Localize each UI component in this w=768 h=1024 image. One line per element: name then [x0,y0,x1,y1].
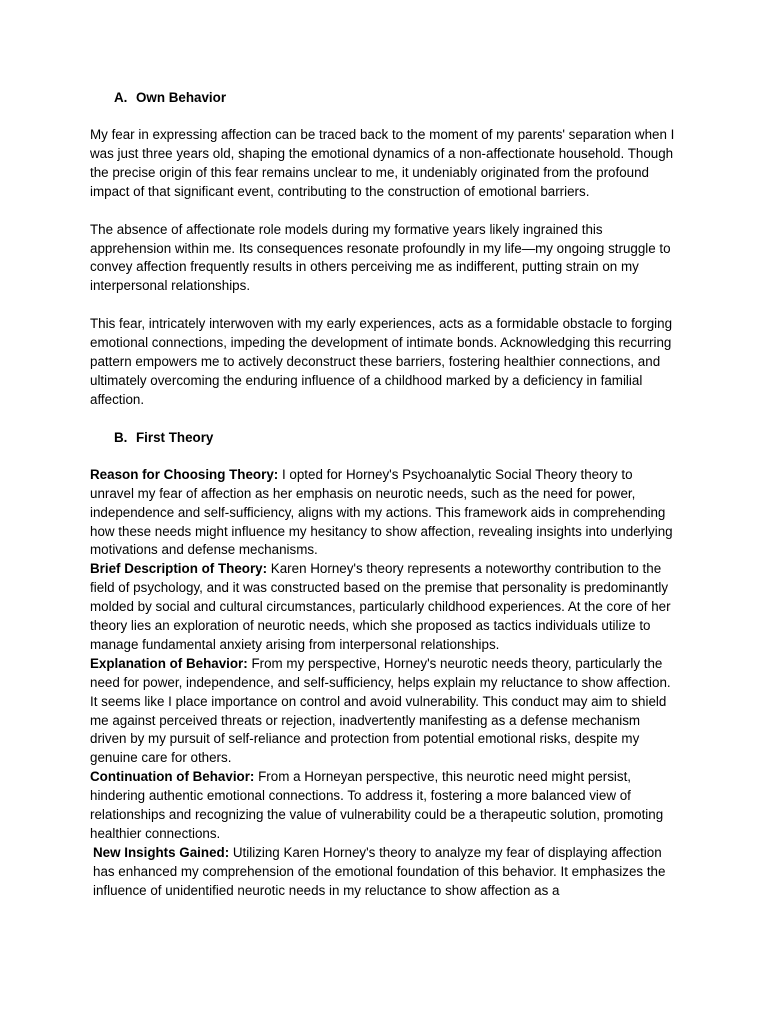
theory-item-continuation [90,768,680,844]
item-text: Utilizing Karen Horney's theory to analyze my fear of displaying affection has enhanced my comprehension of the emotional foundation of this behavior. It emphasizes the influence of unidentified neurotic needs in my reluctance to show affection as a [93,844,666,898]
paragraph: This fear, intricately interwoven with my early experiences, acts as a formidable obstacle to forging emotional connections, impeding the development of intimate bonds. Acknowledging this recurring pattern empowers me to actively deconstruct these barriers, fostering healthier connections, and ultimately overcoming the enduring influence of a childhood marked by a deficiency in familial affection. [90,316,673,407]
run-in-label: Reason for Choosing Theory: [90,466,279,482]
section-heading-own-behavior [90,89,680,108]
run-in-label: New Insights Gained: [93,844,230,860]
item-text: Karen Horney's theory represents a noteworthy contribution to the field of psychology, and it was constructed based on the premise that personality is predominantly molded by social and cultural circumstances, particularly childhood experiences. At the core of her theory lies an exploration of neurotic needs, which she proposed as tactics individuals utilize to manage fundamental anxiety arising from interpersonal relationships. [90,561,671,652]
theory-item-description [90,560,680,655]
item-text: I opted for Horney's Psychoanalytic Social Theory theory to unravel my fear of affection as her emphasis on neurotic needs, such as the need for power, independence and self-sufficiency, aligns with my actions. This framework aids in comprehending how these needs might influence my hesitancy to show affection, revealing insights into underlying motivations and defense mechanisms. [90,466,673,558]
run-in-label: Brief Description of Theory: [90,561,268,577]
paragraph: The absence of affectionate role models during my formative years likely ingrained this apprehension within me. Its consequences resonate profoundly in my life—my ongoing struggle to convey affection frequently results in others perceiving me as indifferent, putting strain on my interpersonal relationships. [90,221,671,294]
theory-item-insights [90,844,680,901]
theory-item-explanation [90,655,680,768]
run-in-label: Continuation of Behavior: [90,769,255,785]
section-heading-first-theory [90,429,680,448]
item-text: From my perspective, Horney's neurotic needs theory, particularly the need for power, independence, and self-sufficiency, helps explain my reluctance to show affection. It seems like I place importance on control and avoid vulnerability. This conduct may aim to shield me against perceived threats or rejection, inadvertently manifesting as a defense mechanism driven by my pursuit of self-reliance and protection from potential emotional risks, despite my genuine care for others. [90,655,671,766]
section-title: Own Behavior [136,90,227,105]
document-page [90,89,680,901]
paragraph: My fear in expressing affection can be traced back to the moment of my parents' separation when I was just three years old, shaping the emotional dynamics of a non-affectionate household. Though the precise origin of this fear remains unclear to me, it undeniably originated from the profound impact of that significant event, contributing to the construction of emotional barriers. [90,127,675,199]
section-title: First Theory [136,429,214,445]
run-in-label: Explanation of Behavior: [90,655,248,671]
theory-item-reason [90,466,680,561]
section-marker: A. [114,90,128,105]
item-text: From a Horneyan perspective, this neurotic need might persist, hindering authentic emotional connections. To address it, fostering a more balanced view of relationships and recognizing the value of vulnerability could be a therapeutic solution, promoting healthier connections. [90,769,664,841]
section-marker: B. [114,429,128,445]
